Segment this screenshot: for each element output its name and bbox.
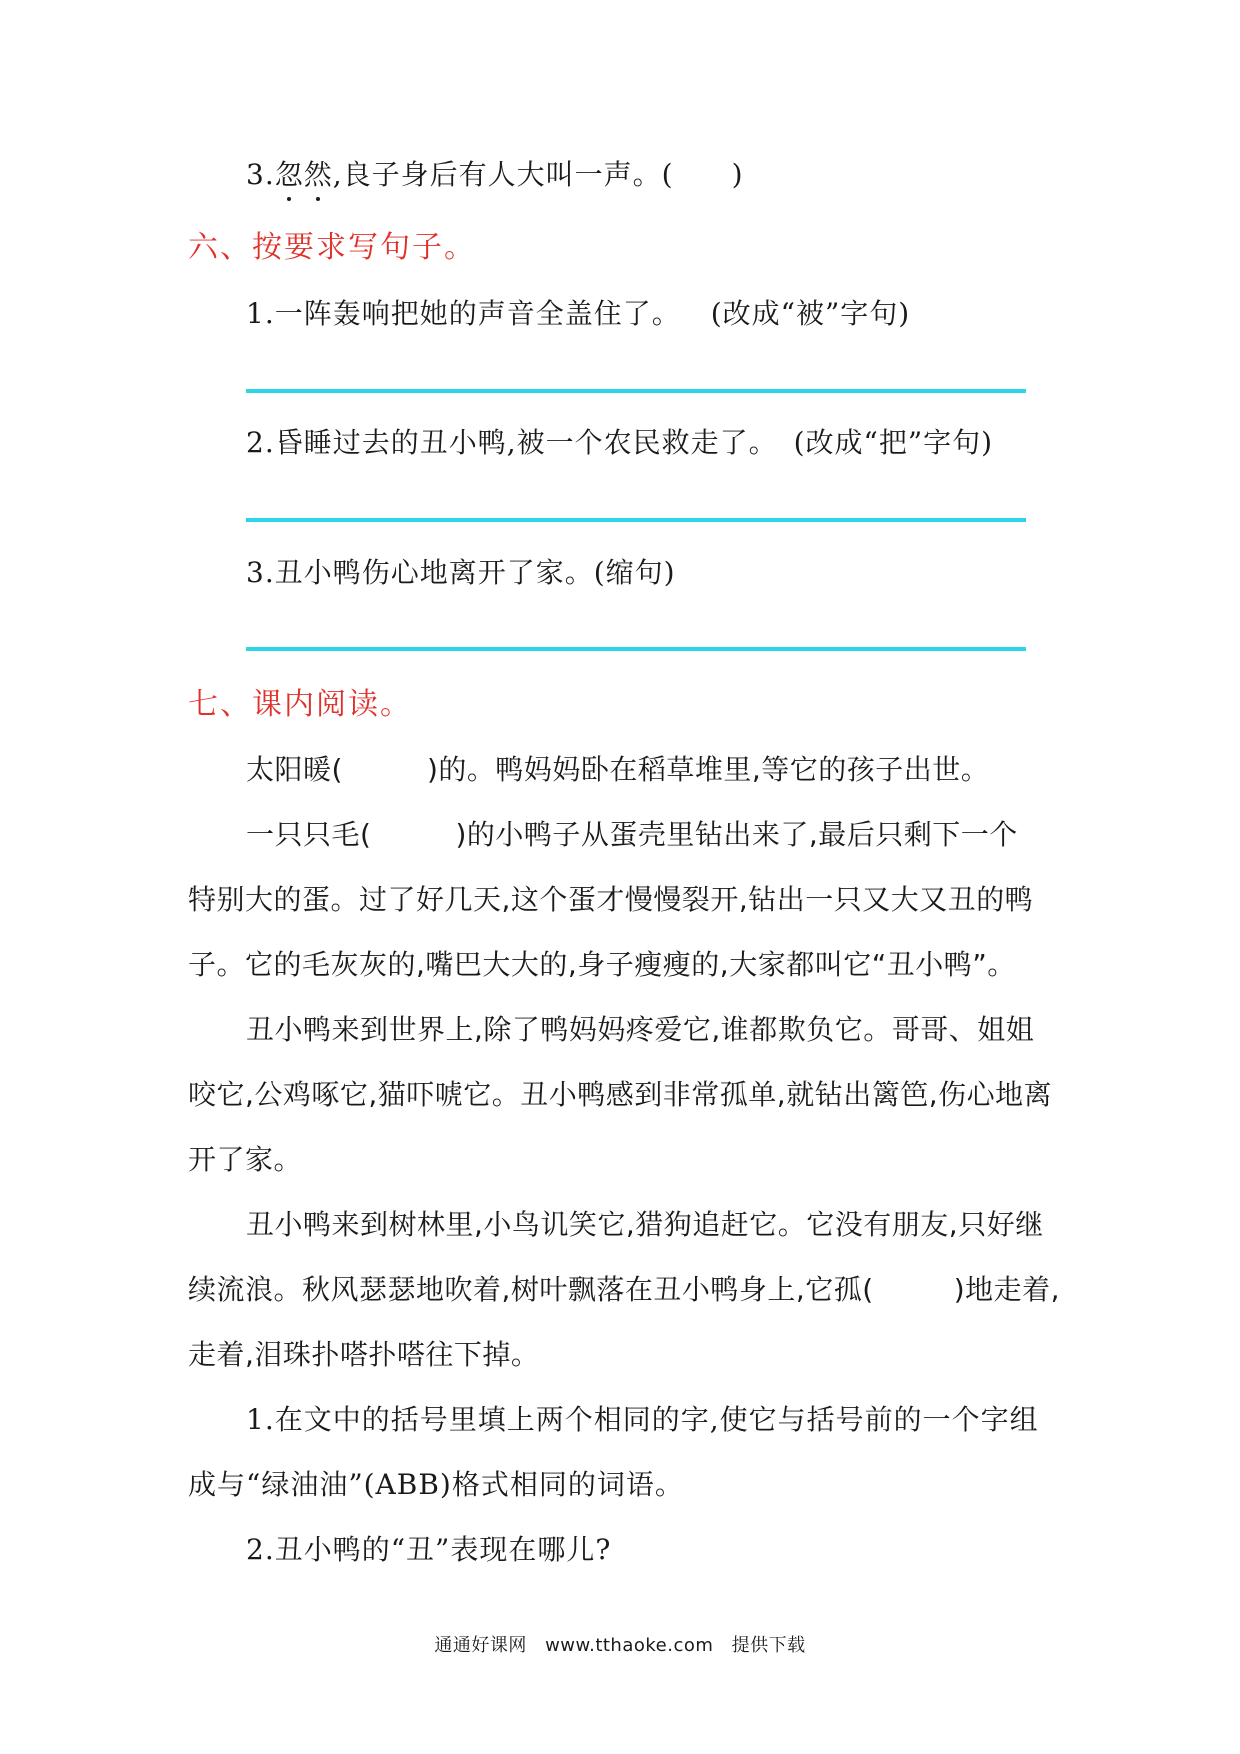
item-number: 3. [246,158,275,191]
section6-heading: 六、按要求写句子。 [188,230,476,265]
close-paren: ) [731,158,744,191]
footer-url[interactable]: www.tthaoke.com [545,1635,714,1656]
footer [0,1633,1240,1659]
passage-text: )的小鸭子从蛋壳里钻出来了,最后只剩下一个 [455,818,1018,851]
section5-item3 [246,155,744,195]
passage-text: 一只只毛( [246,818,372,851]
passage-line: 子。它的毛灰灰的,嘴巴大大的,身子瘦瘦的,大家都叫它“丑小鸭”。 [188,948,1016,981]
item-instruction: (改成“把”字句) [793,426,994,459]
question-2: 2.丑小鸭的“丑”表现在哪儿? [246,1533,612,1566]
passage-line: 丑小鸭来到世界上,除了鸭妈妈疼爱它,谁都欺负它。哥哥、姐姐 [246,1013,1035,1046]
section7-heading: 七、课内阅读。 [188,687,412,722]
item-instruction: (缩句) [593,556,676,589]
section6-item3 [246,553,676,593]
passage-line: 走着,泪珠扑嗒扑嗒往下掉。 [188,1338,540,1371]
passage-line [246,750,989,790]
item-text: 2.昏睡过去的丑小鸭,被一个农民救走了。 [246,426,778,459]
item-text: 3.丑小鸭伤心地离开了家。 [246,556,594,589]
passage-line: 特别大的蛋。过了好几天,这个蛋才慢慢裂开,钻出一只又大又丑的鸭 [188,883,1034,916]
section6-item2 [246,423,993,463]
answer-line-3[interactable] [246,647,1026,651]
item-text: ,良子身后有人大叫一声。( [332,158,674,191]
item-instruction: (改成“被”字句) [710,297,911,330]
emphasized-char: 忽 [275,155,304,195]
answer-line-2[interactable] [246,518,1026,522]
passage-text: 续流浪。秋风瑟瑟地吹着,树叶飘落在丑小鸭身上,它孤( [188,1273,874,1306]
question-1-line-1: 1.在文中的括号里填上两个相同的字,使它与括号前的一个字组 [246,1403,1039,1436]
passage-line: 丑小鸭来到树林里,小鸟讥笑它,猎狗追赶它。它没有朋友,只好继 [246,1208,1044,1241]
passage-text: 太阳暖( [246,753,343,786]
passage-text: )地走着, [953,1273,1061,1306]
passage-line: 开了家。 [188,1143,303,1176]
section6-item1 [246,294,910,334]
passage-line: 咬它,公鸡啄它,猫吓唬它。丑小鸭感到非常孤单,就钻出篱笆,伤心地离 [188,1078,1053,1111]
passage-line [246,815,1018,855]
footer-site-name: 通通好课网 [434,1635,527,1656]
question-1-line-2: 成与“绿油油”(ABB)格式相同的词语。 [188,1468,684,1501]
answer-line-1[interactable] [246,389,1026,393]
passage-line [188,1270,1060,1310]
item-text: 1.一阵轰响把她的声音全盖住了。 [246,297,681,330]
passage-text: )的。鸭妈妈卧在稻草堆里,等它的孩子出世。 [426,753,990,786]
footer-suffix: 提供下载 [731,1635,806,1656]
emphasized-char: 然 [304,155,333,195]
